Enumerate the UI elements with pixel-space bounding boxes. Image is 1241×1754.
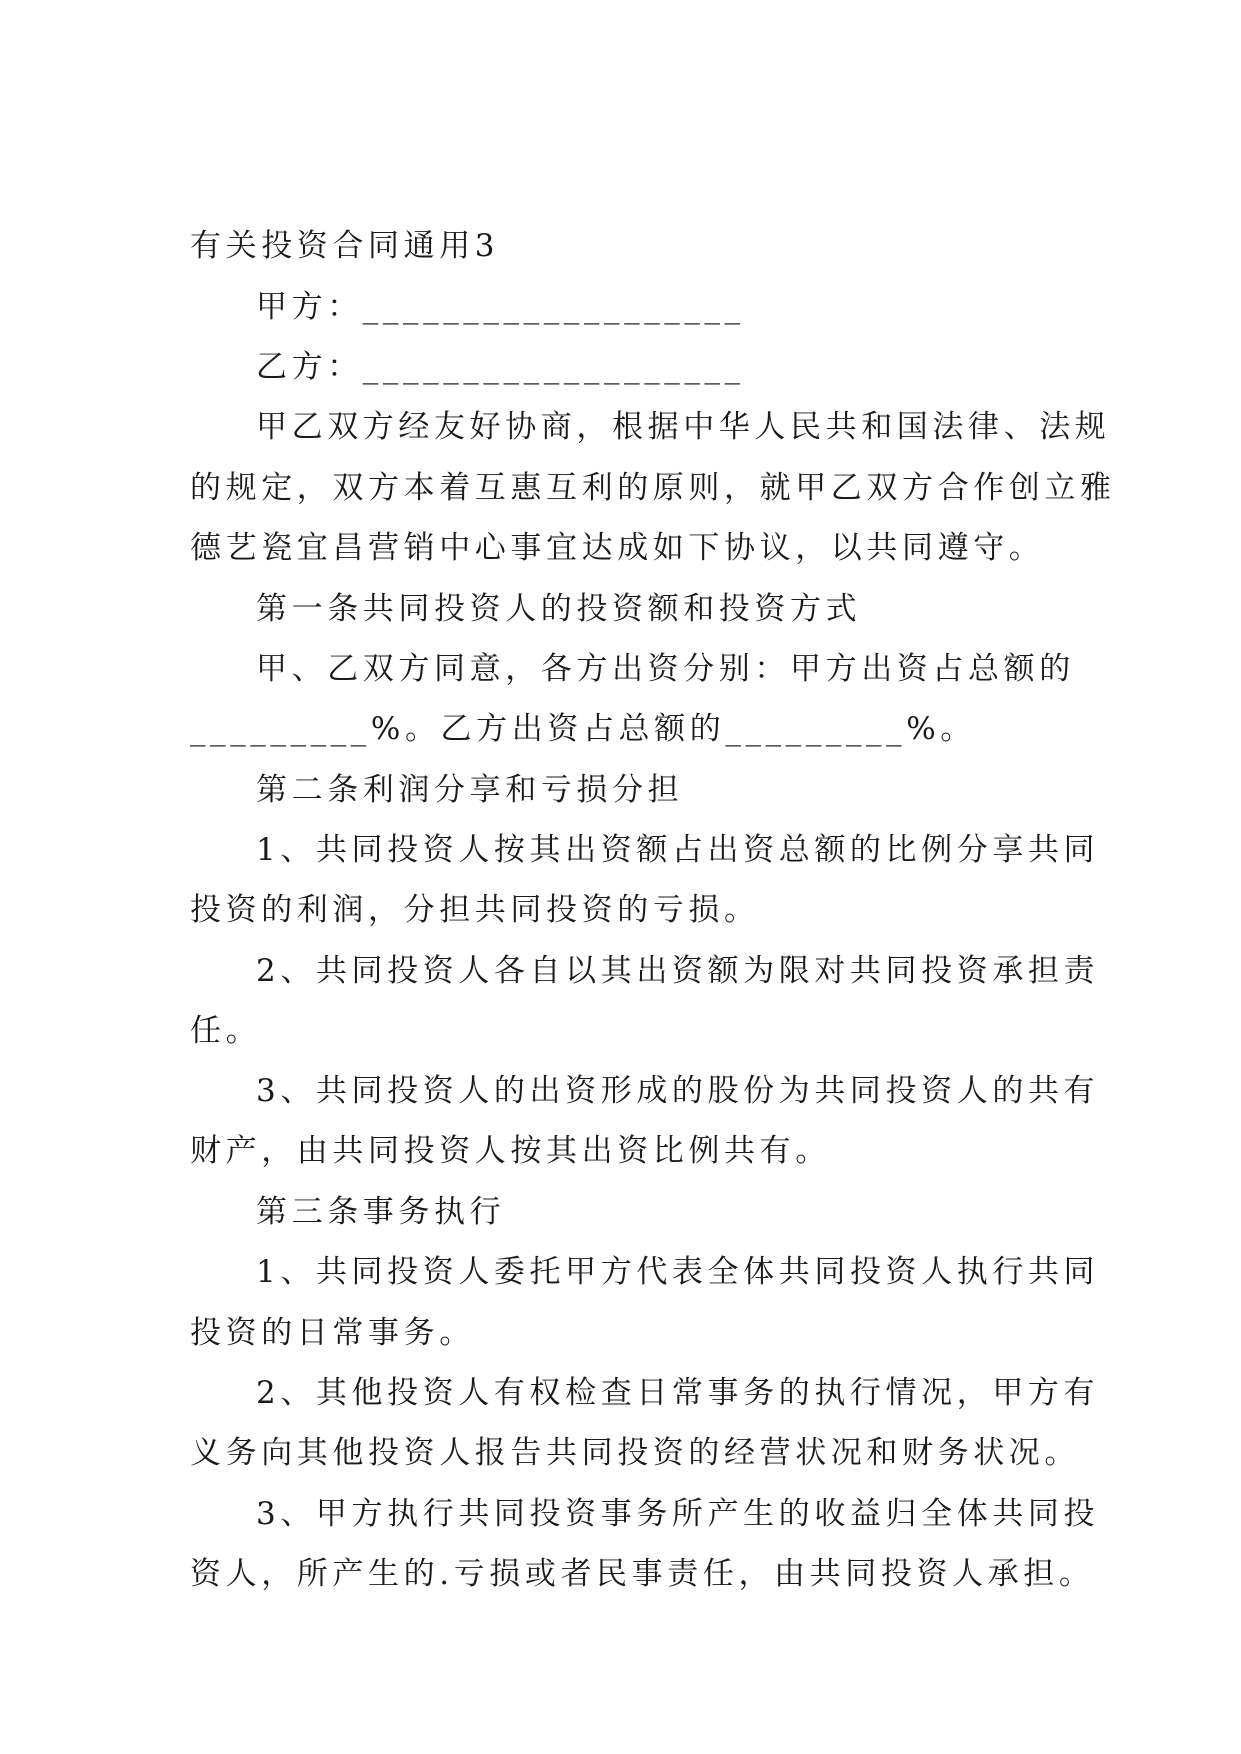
article-3-item-3-line-2: 资人，所产生的.亏损或者民事责任，由共同投资人承担。 <box>190 1556 1095 1592</box>
article-2-item-2-line-2: 任。 <box>190 1013 262 1049</box>
preamble-line-3: 德艺瓷宜昌营销中心事宜达成如下协议，以共同遵守。 <box>190 530 1045 566</box>
article-3-heading: 第三条事务执行 <box>256 1194 506 1230</box>
article-3-item-2-line-1: 2、其他投资人有权检查日常事务的执行情况，甲方有 <box>256 1375 1100 1411</box>
document-title: 有关投资合同通用3 <box>190 228 500 264</box>
article-3-item-3-line-1: 3、甲方执行共同投资事务所产生的收益归全体共同投 <box>256 1496 1100 1532</box>
article-2-item-3-line-2: 财产，由共同投资人按其出资比例共有。 <box>190 1133 831 1169</box>
article-1-text-2: _________%。乙方出资占总额的_________%。 <box>190 711 976 747</box>
party-b-line: 乙方：___________________ <box>256 349 745 385</box>
article-2-item-1-line-2: 投资的利润，分担共同投资的亏损。 <box>190 892 760 928</box>
article-1-text-1: 甲、乙双方同意，各方出资分别：甲方出资占总额的 <box>256 651 1075 687</box>
article-2-item-1-line-1: 1、共同投资人按其出资额占出资总额的比例分享共同 <box>256 832 1100 868</box>
preamble-line-1: 甲乙双方经友好协商，根据中华人民共和国法律、法规 <box>256 409 1111 445</box>
article-2-heading: 第二条利润分享和亏损分担 <box>256 772 684 808</box>
article-2-item-2-line-1: 2、共同投资人各自以其出资额为限对共同投资承担责 <box>256 953 1100 989</box>
party-a-line: 甲方：___________________ <box>256 289 745 325</box>
article-2-item-3-line-1: 3、共同投资人的出资形成的股份为共同投资人的共有 <box>256 1073 1100 1109</box>
article-3-item-2-line-2: 义务向其他投资人报告共同投资的经营状况和财务状况。 <box>190 1435 1080 1471</box>
article-3-item-1-line-1: 1、共同投资人委托甲方代表全体共同投资人执行共同 <box>256 1254 1100 1290</box>
article-3-item-1-line-2: 投资的日常事务。 <box>190 1315 475 1351</box>
preamble-line-2: 的规定，双方本着互惠互利的原则，就甲乙双方合作创立雅 <box>190 470 1116 506</box>
article-1-heading: 第一条共同投资人的投资额和投资方式 <box>256 591 862 627</box>
